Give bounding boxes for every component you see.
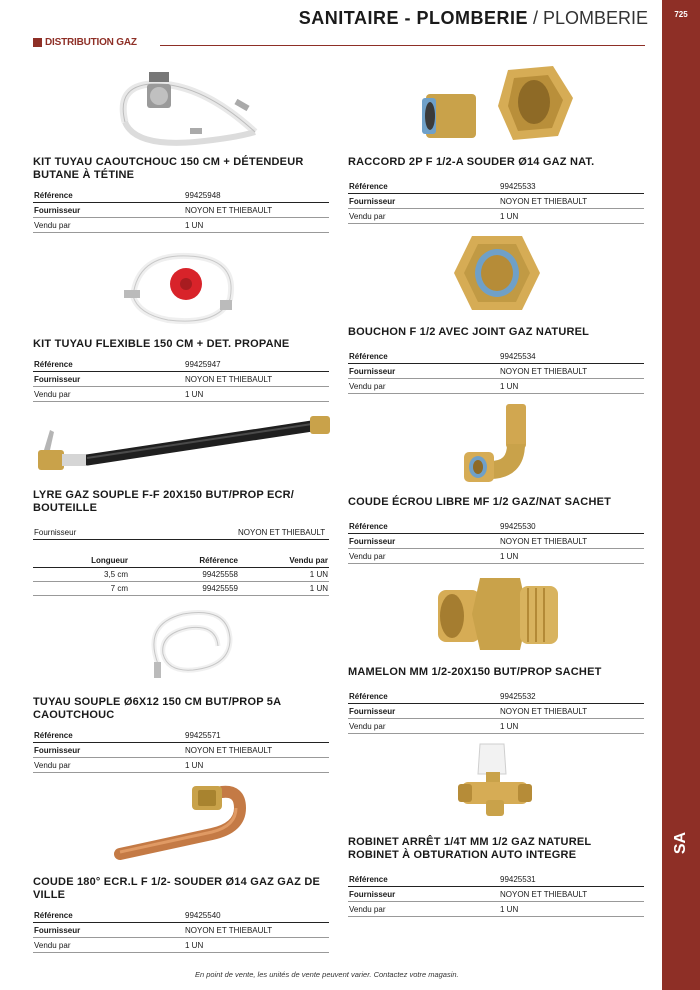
reference-label: Référence [34, 730, 73, 740]
sold-by-value: 1 UN [500, 904, 519, 914]
spec-row-supplier [33, 203, 329, 218]
reference-header: Référence [199, 556, 238, 565]
reference-label: Référence [349, 351, 388, 361]
spec-row-reference [348, 519, 644, 534]
reference-value: 99425571 [185, 730, 221, 740]
sold-by-cell: 1 UN [309, 570, 328, 579]
variants-header [33, 554, 329, 568]
spec-table [33, 908, 329, 953]
page-title-sub: PLOMBERIE [542, 8, 648, 28]
supplier-value: NOYON ET THIEBAULT [185, 205, 273, 215]
sold-by-label: Vendu par [349, 211, 386, 221]
side-tab-letters: SA [672, 831, 689, 855]
table-row [33, 582, 329, 596]
product-image-nipple [432, 570, 562, 658]
spec-row-sold-by [33, 387, 329, 402]
reference-label: Référence [34, 190, 73, 200]
supplier-value: NOYON ET THIEBAULT [500, 706, 588, 716]
sold-by-value: 1 UN [500, 721, 519, 731]
sold-by-label: Vendu par [349, 721, 386, 731]
sold-by-label: Vendu par [349, 381, 386, 391]
spec-table [348, 689, 644, 734]
sold-by-label: Vendu par [349, 904, 386, 914]
product-brass-elbow [348, 496, 644, 564]
spec-table [33, 525, 329, 540]
reference-value: 99425948 [185, 190, 221, 200]
reference-value: 99425531 [500, 874, 536, 884]
product-title: MAMELON MM 1/2-20X150 BUT/PROP SACHET [348, 666, 602, 678]
product-image-copper-elbow [112, 782, 252, 868]
sold-by-value: 1 UN [185, 760, 204, 770]
spec-row-sold-by [33, 758, 329, 773]
product-title: BOUCHON F 1/2 AVEC JOINT GAZ NATUREL [348, 326, 590, 338]
supplier-label: Fournisseur [349, 196, 396, 206]
section-marker-icon [33, 38, 42, 47]
section-heading-text: DISTRIBUTION GAZ [45, 37, 137, 48]
product-nipple [348, 666, 644, 734]
product-cap [348, 326, 644, 394]
sold-by-value: 1 UN [500, 381, 519, 391]
length-cell: 3,5 cm [103, 570, 128, 579]
spec-row-supplier [33, 923, 329, 938]
supplier-label: Fournisseur [349, 889, 396, 899]
page-title [299, 8, 648, 29]
product-flexible-hose-kit [33, 338, 329, 402]
product-image-rubber-hose-kit [105, 62, 265, 154]
supplier-value: NOYON ET THIEBAULT [500, 366, 588, 376]
spec-table [348, 179, 644, 224]
spec-row-sold-by [348, 902, 644, 917]
length-header: Longueur [91, 556, 128, 565]
product-rubber-hose-kit [33, 156, 329, 233]
supplier-label: Fournisseur [349, 366, 396, 376]
sold-by-value: 1 UN [185, 220, 204, 230]
spec-table [33, 188, 329, 233]
spec-table [33, 728, 329, 773]
supplier-label: Fournisseur [34, 527, 77, 537]
reference-value: 99425947 [185, 359, 221, 369]
product-soft-hose [33, 696, 329, 773]
supplier-value: NOYON ET THIEBAULT [185, 925, 273, 935]
supplier-value: NOYON ET THIEBAULT [500, 196, 588, 206]
product-title: RACCORD 2P F 1/2-A SOUDER Ø14 GAZ NAT. [348, 156, 595, 168]
sold-by-value: 1 UN [500, 551, 519, 561]
reference-value: 99425530 [500, 521, 536, 531]
section-heading [33, 37, 137, 48]
product-title: COUDE 180° ECR.L F 1/2- SOUDER Ø14 GAZ GAZ DE VILLE [33, 876, 321, 901]
spec-row-supplier [33, 372, 329, 387]
spec-row-reference [33, 357, 329, 372]
spec-row-reference [348, 872, 644, 887]
spec-row-sold-by [348, 379, 644, 394]
length-cell: 7 cm [110, 584, 128, 593]
supplier-value: NOYON ET THIEBAULT [238, 527, 326, 537]
product-copper-elbow [33, 876, 329, 953]
spec-row-supplier [33, 525, 329, 540]
sold-by-label: Vendu par [34, 389, 71, 399]
spec-row-sold-by [348, 719, 644, 734]
supplier-label: Fournisseur [34, 745, 81, 755]
spec-row-reference [348, 179, 644, 194]
reference-value: 99425540 [185, 910, 221, 920]
product-title: KIT TUYAU CAOUTCHOUC 150 CM + DÉTENDEUR BUTANE À TÉTINE [33, 156, 304, 181]
supplier-value: NOYON ET THIEBAULT [500, 536, 588, 546]
product-title: ROBINET ARRÊT 1/4T MM 1/2 GAZ NATUREL ROBINET À OBTURATION AUTO INTEGRE [348, 836, 592, 861]
spec-table [348, 349, 644, 394]
sold-by-label: Vendu par [34, 940, 71, 950]
spec-row-reference [348, 689, 644, 704]
product-title: COUDE ÉCROU LIBRE MF 1/2 GAZ/NAT SACHET [348, 496, 612, 508]
supplier-label: Fournisseur [34, 205, 81, 215]
table-row [33, 568, 329, 582]
product-image-brass-elbow [460, 400, 540, 488]
spec-table [33, 357, 329, 402]
page-title-main: SANITAIRE - PLOMBERIE [298, 8, 528, 28]
spec-row-supplier [348, 534, 644, 549]
spec-table [348, 872, 644, 917]
reference-value: 99425533 [500, 181, 536, 191]
spec-row-reference [33, 188, 329, 203]
product-image-valve [456, 740, 538, 826]
reference-label: Référence [34, 359, 73, 369]
supplier-value: NOYON ET THIEBAULT [185, 374, 273, 384]
product-gas-lyre [33, 489, 329, 596]
reference-cell: 99425558 [202, 570, 238, 579]
spec-row-sold-by [348, 549, 644, 564]
page-title-separator: / [527, 8, 543, 28]
reference-label: Référence [349, 874, 388, 884]
product-image-flexible-hose-kit [118, 244, 248, 330]
side-tab-bar [662, 0, 700, 990]
product-image-soft-hose [138, 604, 238, 682]
reference-value: 99425532 [500, 691, 536, 701]
reference-value: 99425534 [500, 351, 536, 361]
supplier-label: Fournisseur [34, 374, 81, 384]
sold-by-header: Vendu par [289, 556, 328, 565]
sold-by-label: Vendu par [34, 220, 71, 230]
spec-row-supplier [348, 704, 644, 719]
supplier-label: Fournisseur [349, 706, 396, 716]
supplier-label: Fournisseur [34, 925, 81, 935]
product-title: LYRE GAZ SOUPLE F-F 20X150 BUT/PROP ECR/ BOUTEILLE [33, 489, 295, 514]
reference-label: Référence [349, 181, 388, 191]
spec-row-sold-by [33, 218, 329, 233]
sold-by-label: Vendu par [34, 760, 71, 770]
product-title: TUYAU SOUPLE Ø6X12 150 CM BUT/PROP 5A CAOUTCHOUC [33, 696, 281, 721]
footnote: En point de vente, les unités de vente peuvent varier. Contactez votre magasin. [195, 970, 459, 979]
reference-label: Référence [34, 910, 73, 920]
spec-row-supplier [348, 887, 644, 902]
sold-by-value: 1 UN [500, 211, 519, 221]
reference-label: Référence [349, 691, 388, 701]
reference-label: Référence [349, 521, 388, 531]
product-image-2-piece-fitting [418, 60, 578, 148]
product-image-cap [452, 230, 542, 316]
product-valve [348, 836, 644, 917]
spec-row-supplier [33, 743, 329, 758]
sold-by-value: 1 UN [185, 389, 204, 399]
supplier-value: NOYON ET THIEBAULT [500, 889, 588, 899]
spec-row-sold-by [348, 209, 644, 224]
sold-by-value: 1 UN [185, 940, 204, 950]
reference-cell: 99425559 [202, 584, 238, 593]
supplier-value: NOYON ET THIEBAULT [185, 745, 273, 755]
product-title: KIT TUYAU FLEXIBLE 150 CM + DET. PROPANE [33, 338, 290, 350]
page-number: 725 [674, 10, 688, 19]
variants-table [33, 554, 329, 596]
spec-row-reference [33, 908, 329, 923]
product-2-piece-fitting [348, 156, 644, 224]
product-image-gas-lyre [32, 412, 337, 476]
spec-row-reference [33, 728, 329, 743]
sold-by-cell: 1 UN [309, 584, 328, 593]
spec-row-supplier [348, 364, 644, 379]
section-divider [160, 45, 645, 46]
sold-by-label: Vendu par [349, 551, 386, 561]
supplier-label: Fournisseur [349, 536, 396, 546]
spec-table [348, 519, 644, 564]
spec-row-reference [348, 349, 644, 364]
spec-row-supplier [348, 194, 644, 209]
spec-row-sold-by [33, 938, 329, 953]
